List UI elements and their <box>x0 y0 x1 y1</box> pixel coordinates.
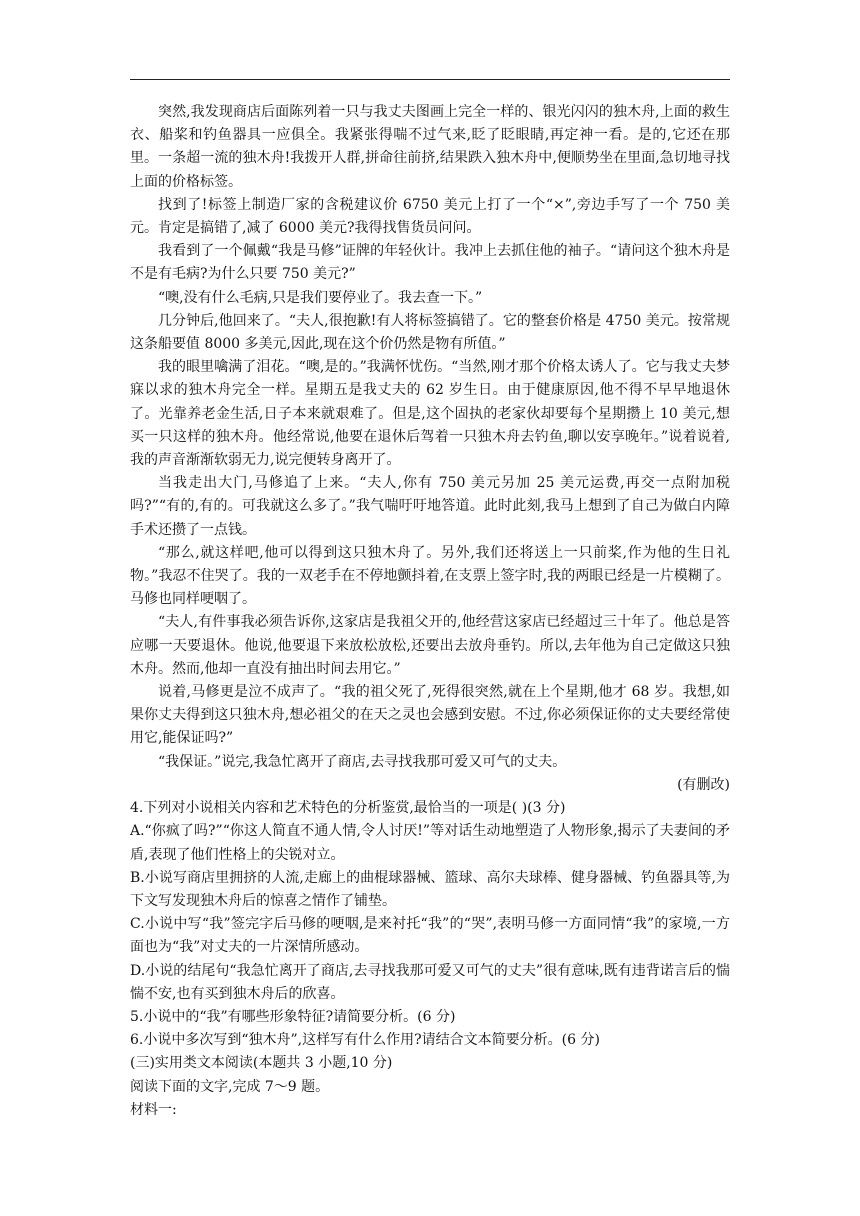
source-note: (有删改) <box>677 776 730 793</box>
reading-instruction: 阅读下面的文字,完成 7～9 题。 <box>130 1078 330 1095</box>
story-paragraph: 我看到了一个佩戴“我是马修”证牌的年轻伙计。我冲上去抓住他的袖子。“请问这个独木舟是不是有毛病?为什么只要 750 美元?” <box>130 243 730 283</box>
question-4: 4.下列对小说相关内容和艺术特色的分析鉴赏,最恰当的一项是( )(3 分) <box>130 800 566 817</box>
story-paragraph: 几分钟后,他回来了。“夫人,很抱歉!有人将标签搞错了。它的整套价格是 4750 美元。按常规这条船要值 8000 多美元,因此,现在这个价仍然是物有所值。” <box>130 312 730 353</box>
question-5: 5.小说中的“我”有哪些形象特征?请简要分析。(6 分) <box>130 1008 456 1025</box>
story-paragraph: 找到了!标签上制造厂家的含税建议价 6750 美元上打了一个“×”,旁边手写了一个 750 美元。肯定是搞错了,减了 6000 美元?我得找售货员问问。 <box>130 196 730 237</box>
option-a: A.“你疯了吗?”“你这人简直不通人情,令人讨厌!”等对话生动地塑造了人物形象,揭示了夫妻间的矛盾,表现了他们性格上的尖锐对立。 <box>130 823 730 863</box>
story-paragraph: 当我走出大门,马修追了上来。“夫人,你有 750 美元另加 25 美元运费,再交一点附加税吗?”“有的,有的。可我就这么多了。”我气喘吁吁地答道。此时此刻,我马上想到了自己为做白内障手术还攒了一点钱。 <box>130 475 730 538</box>
material-label: 材料一: <box>130 1101 177 1118</box>
story-paragraph: “夫人,有件事我必须告诉你,这家店是我祖父开的,他经营这家店已经超过三十年了。他总是答应哪一天要退休。他说,他要退下来放松放松,还要出去放舟垂钓。所以,去年他为自己定做这只独木舟。然而,他却一直没有抽出时间去用它。” <box>130 614 730 677</box>
document-body <box>130 101 730 1122</box>
story-paragraph: “那么,就这样吧,他可以得到这只独木舟了。另外,我们还将送上一只前桨,作为他的生日礼物。”我忍不住哭了。我的一双老手在不停地颤抖着,在支票上签字时,我的两眼已经是一片模糊了。马修也同样哽咽了。 <box>130 544 730 608</box>
story-paragraph: “噢,没有什么毛病,只是我们要停业了。我去查一下。” <box>158 289 483 306</box>
story-paragraph: 说着,马修更是泣不成声了。“我的祖父死了,死得很突然,就在上个星期,他才 68 岁。我想,如果你丈夫得到这只独木舟,想必祖父的在天之灵也会感到安慰。不过,你必须保证你的丈夫要经常使用它,能保证吗?” <box>130 684 730 747</box>
story-paragraph: 我的眼里噙满了泪花。“噢,是的。”我满怀忧伤。“当然,刚才那个价格太诱人了。它与我丈夫梦寐以求的独木舟完全一样。星期五是我丈夫的 62 岁生日。由于健康原因,他不得不早早地退休了。光靠养老金生活,日子本来就艰难了。但是,这个固执的老家伙却要每个星期攒上 10 美元,想买一只这样的独木舟。他经常说,他要在退休后驾着一只独木舟去钓鱼,聊以安享晚年。”说着说着,我的声音渐渐软弱无力,说完便转身离开了。 <box>130 359 730 469</box>
question-6: 6.小说中多次写到“独木舟”,这样写有什么作用?请结合文本简要分析。(6 分) <box>130 1032 600 1049</box>
option-d: D.小说的结尾句“我急忙离开了商店,去寻找我那可爱又可气的丈夫”很有意味,既有违背诺言后的惴惴不安,也有买到独木舟后的欣喜。 <box>130 962 730 1002</box>
section-heading: (三)实用类文本阅读(本题共 3 小题,10 分) <box>130 1055 393 1072</box>
option-c: C.小说中写“我”签完字后马修的哽咽,是来衬托“我”的“哭”,表明马修一方面同情“我”的家境,一方面也为“我”对丈夫的一片深情所感动。 <box>130 916 730 956</box>
story-paragraph: “我保证。”说完,我急忙离开了商店,去寻找我那可爱又可气的丈夫。 <box>158 753 567 770</box>
option-b: B.小说写商店里拥挤的人流,走廊上的曲棍球器械、篮球、高尔夫球棒、健身器械、钓鱼器具等,为下文写发现独木舟后的惊喜之情作了铺垫。 <box>130 869 730 909</box>
header-rule <box>130 79 730 80</box>
story-paragraph: 突然,我发现商店后面陈列着一只与我丈夫图画上完全一样的、银光闪闪的独木舟,上面的救生衣、船桨和钓鱼器具一应俱全。我紧张得喘不过气来,眨了眨眼睛,再定神一看。是的,它还在那里。一条超一流的独木舟!我拨开人群,拼命往前挤,结果跌入独木舟中,便顺势坐在里面,急切地寻找上面的价格标签。 <box>130 104 730 190</box>
